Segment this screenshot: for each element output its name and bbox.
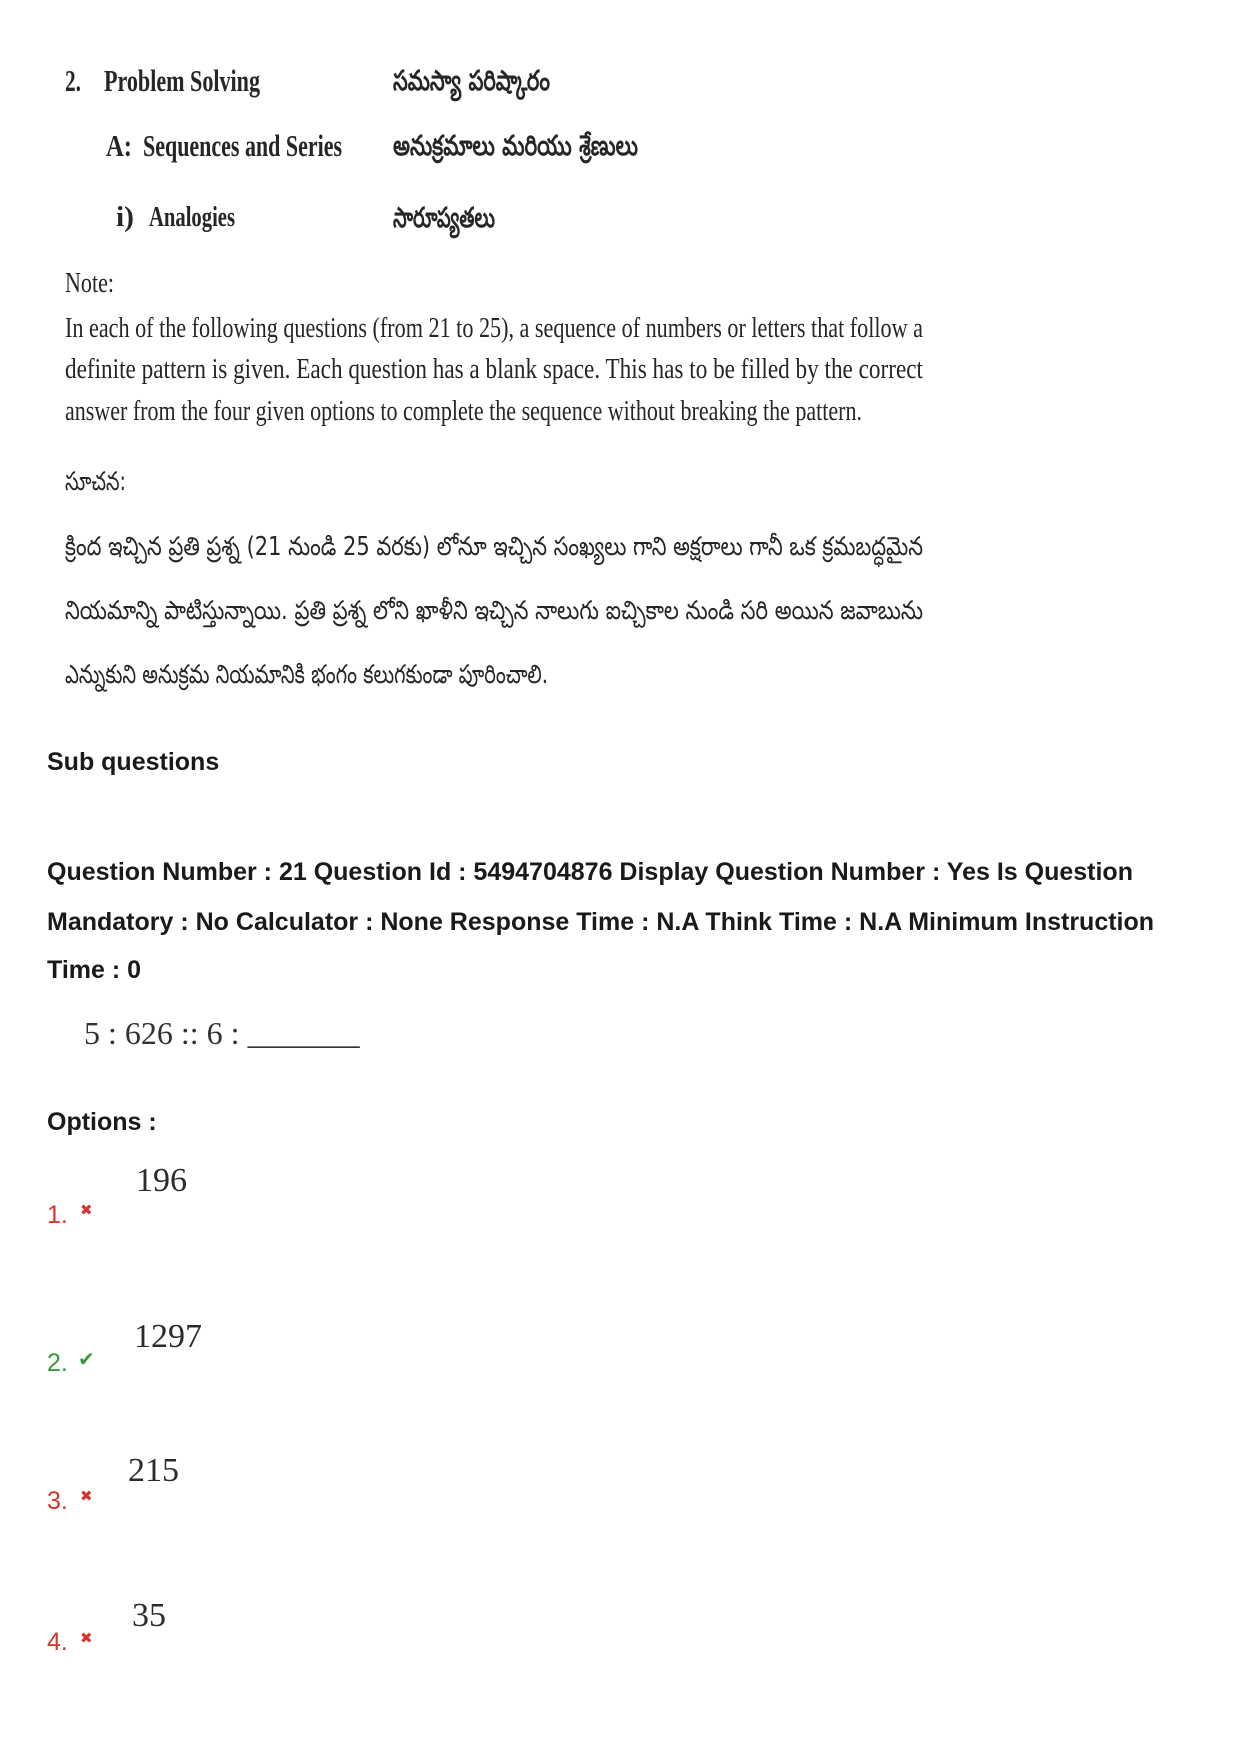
option-value: 35 <box>132 1597 166 1634</box>
topic-label: i) <box>116 202 134 233</box>
note-label-telugu: సూచన: <box>65 467 126 497</box>
note-line: answer from the four given options to complete the sequence without breaking the pattern. <box>65 395 862 427</box>
cross-icon: ✖ <box>80 1629 93 1647</box>
option-number: 3. <box>47 1487 68 1515</box>
question-meta-line: Question Number : 21 Question Id : 5494704876 Display Question Number : Yes Is Question <box>47 858 1133 886</box>
subsection-title: Sequences and Series <box>143 128 342 163</box>
topic-title: Analogies <box>149 202 235 233</box>
check-icon: ✔ <box>78 1347 95 1371</box>
note-line-telugu: క్రింద ఇచ్చిన ప్రతి ప్రశ్న (21 నుండి 25 వరకు) లోనూ ఇచ్చిన సంఖ్యలు గాని అక్షరాలు గానీ ఒక క్రమబద్ధమైన <box>65 532 923 562</box>
section-title-telugu: సమస్యా పరిష్కారం <box>393 64 550 97</box>
subsection-label: A: <box>106 128 132 163</box>
question-meta-line: Time : 0 <box>47 956 142 984</box>
option-value: 196 <box>136 1162 187 1199</box>
note-line: In each of the following questions (from 21 to 25), a sequence of numbers or letters that follow a <box>65 312 923 344</box>
sub-questions-heading: Sub questions <box>47 748 220 776</box>
option-value: 215 <box>128 1452 179 1489</box>
option-number: 1. <box>47 1201 68 1229</box>
question-text: 5 : 626 :: 6 : _______ <box>84 1015 360 1051</box>
option-value: 1297 <box>134 1318 202 1355</box>
note-line: definite pattern is given. Each question has a blank space. This has to be filled by the correct <box>65 353 923 385</box>
option-number: 4. <box>47 1628 68 1656</box>
question-meta-line: Mandatory : No Calculator : None Response Time : N.A Think Time : N.A Minimum Instruction <box>47 908 1155 936</box>
options-heading: Options : <box>47 1108 157 1136</box>
option-number: 2. <box>47 1349 68 1377</box>
cross-icon: ✖ <box>80 1487 93 1505</box>
note-line-telugu: ఎన్నుకుని అనుక్రమ నియమానికి భంగం కలుగకుండా పూరించాలి. <box>65 660 548 690</box>
note-label: Note: <box>65 267 114 299</box>
subsection-title-telugu: అనుక్రమాలు మరియు శ్రేణులు <box>393 129 638 162</box>
section-title: Problem Solving <box>104 63 260 98</box>
topic-title-telugu: సారూప్యతలు <box>393 201 495 234</box>
note-line-telugu: నియమాన్ని పాటిస్తున్నాయి. ప్రతి ప్రశ్న లోని ఖాళీని ఇచ్చిన నాలుగు ఐచ్చికాల నుండి సరి అయిన జవాబును <box>65 596 923 626</box>
section-number: 2. <box>65 63 81 98</box>
cross-icon: ✖ <box>80 1201 93 1219</box>
